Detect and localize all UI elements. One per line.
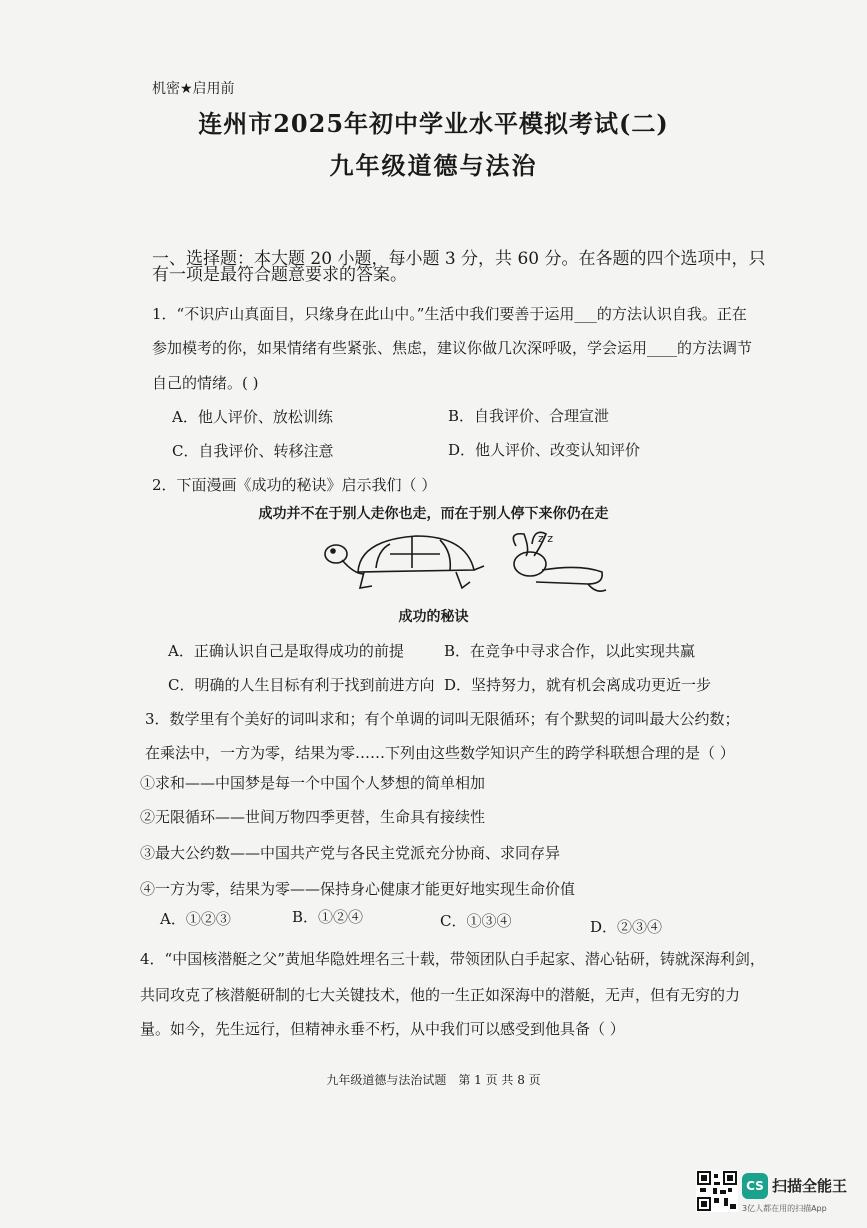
question-3-item4: ④一方为零，结果为零——保持身心健康才能更好地实现生命价值 [140,880,576,898]
question-3-option-a: A．①②③ [160,910,231,928]
question-3-line2: 在乘法中，一方为零，结果为零……下列由这些数学知识产生的跨学科联想合理的是（ ） [145,744,735,762]
question-3-line1: 3．数学里有个美好的词叫求和；有个单调的词叫无限循环；有个默契的词叫最大公约数； [145,710,740,728]
qr-code-icon [696,1170,738,1212]
question-1-option-d: D．他人评价、改变认知评价 [448,441,641,459]
scanner-watermark [696,1170,864,1220]
question-4-line1: 4．“中国核潜艇之父”黄旭华隐姓埋名三十载，带领团队白手起家、潜心钻研，铸就深海利剑， [140,950,765,968]
zzz-text: z z [538,532,554,545]
question-3-option-c: C．①③④ [440,912,512,930]
question-2-option-b: B．在竞争中寻求合作，以此实现共赢 [444,642,696,660]
section-heading-line1: 一、选择题：本大题 20 小题，每小题 3 分，共 60 分。在各题的四个选项中，只 [152,249,766,269]
question-3-option-d: D．②③④ [590,918,663,936]
question-1-line2: 参加模考的你，如果情绪有些紧张、焦虑，建议你做几次深呼吸，学会运用____的方法调节 [152,339,753,357]
question-3-item1: ①求和——中国梦是每一个中国个人梦想的简单相加 [140,774,486,792]
subject-title: 九年级道德与法治 [329,151,538,180]
question-2-option-d: D．坚持努力，就有机会离成功更近一步 [444,676,712,694]
question-3-option-b: B．①②④ [292,908,364,926]
cartoon-caption-top: 成功并不在于别人走你也走，而在于别人停下来你仍在走 [258,506,609,522]
scanner-slogan: 3亿人都在用的扫描App [742,1204,827,1213]
page-footer: 九年级道德与法治试题 第 1 页 共 8 页 [326,1073,541,1087]
exam-title: 连州市2025年初中学业水平模拟考试(二) [198,109,669,138]
question-3-item2: ②无限循环——世间万物四季更替，生命具有接续性 [140,808,486,826]
question-2-option-c: C．明确的人生目标有利于找到前进方向 [168,676,435,694]
question-4-line3: 量。如今，先生远行，但精神永垂不朽，从中我们可以感受到他具备（ ） [140,1020,625,1038]
cartoon-tortoise-hare [320,528,620,604]
question-2-stem: 2．下面漫画《成功的秘诀》启示我们（ ） [152,476,437,494]
secret-label: 机密★启用前 [152,81,235,97]
question-1-option-b: B．自我评价、合理宣泄 [448,407,610,425]
sleeping-hare-icon [513,532,606,591]
question-4-line2: 共同攻克了核潜艇研制的七大关键技术，他的一生正如深海中的潜艇，无声，但有无穷的力 [140,986,741,1004]
section-heading-line2: 有一项是最符合题意要求的答案。 [152,265,407,285]
question-1-option-c: C．自我评价、转移注意 [172,442,334,460]
question-1-line3: 自己的情绪。( ) [152,374,259,392]
question-1-line1: 1．“不识庐山真面目，只缘身在此山中。”生活中我们要善于运用___的方法认识自我。正在 [152,305,747,323]
scanner-brand: 扫描全能王 [772,1177,848,1195]
question-3-item3: ③最大公约数——中国共产党与各民主党派充分协商、求同存异 [140,844,561,862]
question-2-option-a: A．正确认识自己是取得成功的前提 [168,642,404,660]
cartoon-caption-bottom: 成功的秘诀 [398,609,469,625]
camscanner-logo: CS [742,1173,768,1199]
tortoise-icon [325,536,484,588]
question-1-option-a: A．他人评价、放松训练 [172,408,333,426]
